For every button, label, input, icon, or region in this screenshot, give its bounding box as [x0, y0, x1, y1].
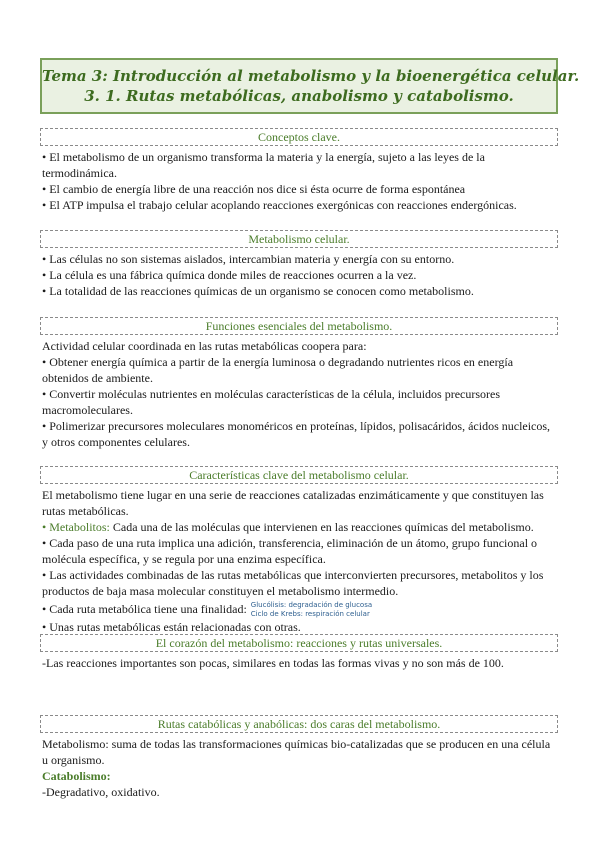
intro-line: Metabolismo: suma de todas las transformaciones químicas bio-catalizadas que se producen en una célula u organismo.: [42, 737, 551, 767]
section-heading: El corazón del metabolismo: reacciones y rutas universales.: [40, 634, 558, 652]
section-body: [40, 251, 558, 299]
section-body: [40, 149, 558, 213]
title-line-1: Tema 3: Introducción al metabolismo y la bioenergética celular.: [42, 67, 580, 85]
section-corazon-metabolismo: [40, 634, 558, 671]
annotation-line-1: Glucólisis: degradación de glucosa: [250, 601, 373, 609]
metabolitos-line: [42, 519, 558, 535]
handwritten-annotation: [251, 601, 372, 619]
bullet-line: • La totalidad de las reacciones químicas de un organismo se conocen como metabolismo.: [42, 284, 474, 298]
section-heading: Metabolismo celular.: [40, 230, 558, 248]
finalidad-text: • Cada ruta metabólica tiene una finalidad:: [42, 602, 247, 616]
section-body: [40, 487, 558, 635]
section-body: [40, 736, 558, 800]
bullet-line: • Unas rutas metabólicas están relacionadas con otras.: [42, 620, 301, 634]
section-funciones-esenciales: [40, 317, 558, 450]
bullet-line: • Las actividades combinadas de las rutas metabólicas que interconvierten precursores, metabolitos y los productos de baja masa molecular constituyen el metabolismo intermedio.: [42, 568, 544, 598]
bullet-line: • Obtener energía química a partir de la energía luminosa o degradando nutrientes ricos en energía obtenidos de ambiente.: [42, 355, 514, 385]
section-rutas-catabolicas-anabolicas: [40, 715, 558, 800]
bullet-line: • Las células no son sistemas aislados, intercambian materia y energía con su entorno.: [42, 252, 455, 266]
bullet-line: • Cada paso de una ruta implica una adición, transferencia, eliminación de un átomo, grupo funcional o molécula específica, y se regula por una enzima específica.: [42, 536, 538, 566]
bullet-line: • Polimerizar precursores moleculares monoméricos en proteínas, lípidos, polisacáridos, ácidos nucleicos, y otros componentes celulares.: [42, 419, 551, 449]
bullet-line: • El cambio de energía libre de una reacción nos dice si ésta ocurre de forma espontánea: [42, 182, 466, 196]
body-line: -Las reacciones importantes son pocas, similares en todas las formas vivas y no son más de 100.: [42, 656, 504, 670]
intro-line: El metabolismo tiene lugar en una serie de reacciones catalizadas enzimáticamente y que constituyen las rutas metabólicas.: [42, 488, 544, 518]
section-heading: Funciones esenciales del metabolismo.: [40, 317, 558, 335]
catabolismo-text: -Degradativo, oxidativo.: [42, 785, 160, 799]
section-body: [40, 338, 558, 450]
bullet-line: • El ATP impulsa el trabajo celular acoplando reacciones exergónicas con reacciones endergónicas.: [42, 198, 517, 212]
metabolitos-term: • Metabolitos:: [42, 520, 110, 534]
section-heading: Conceptos clave.: [40, 128, 558, 146]
section-caracteristicas-clave: [40, 466, 558, 635]
title-line-2: 3. 1. Rutas metabólicas, anabolismo y catabolismo.: [84, 87, 514, 105]
document-title: [40, 58, 580, 114]
finalidad-line: [42, 601, 558, 619]
section-body: [40, 655, 558, 671]
bullet-line: • El metabolismo de un organismo transforma la materia y la energía, sujeto a las leyes de la termodinámica.: [42, 150, 485, 180]
catabolismo-label: Catabolismo:: [42, 769, 111, 783]
bullet-line: • Convertir moléculas nutrientes en moléculas características de la célula, incluidos precursores macromoleculares.: [42, 387, 501, 417]
metabolitos-definition: Cada una de las moléculas que intervienen en las reacciones químicas del metabolismo.: [109, 520, 534, 534]
section-metabolismo-celular: [40, 230, 558, 299]
intro-line: Actividad celular coordinada en las rutas metabólicas coopera para:: [42, 339, 367, 353]
section-heading: Rutas catabólicas y anabólicas: dos caras del metabolismo.: [40, 715, 558, 733]
section-heading: Características clave del metabolismo celular.: [40, 466, 558, 484]
annotation-line-2: Ciclo de Krebs: respiración celular: [250, 610, 370, 618]
bullet-line: • La célula es una fábrica química donde miles de reacciones ocurren a la vez.: [42, 268, 417, 282]
section-conceptos-clave: [40, 128, 558, 213]
